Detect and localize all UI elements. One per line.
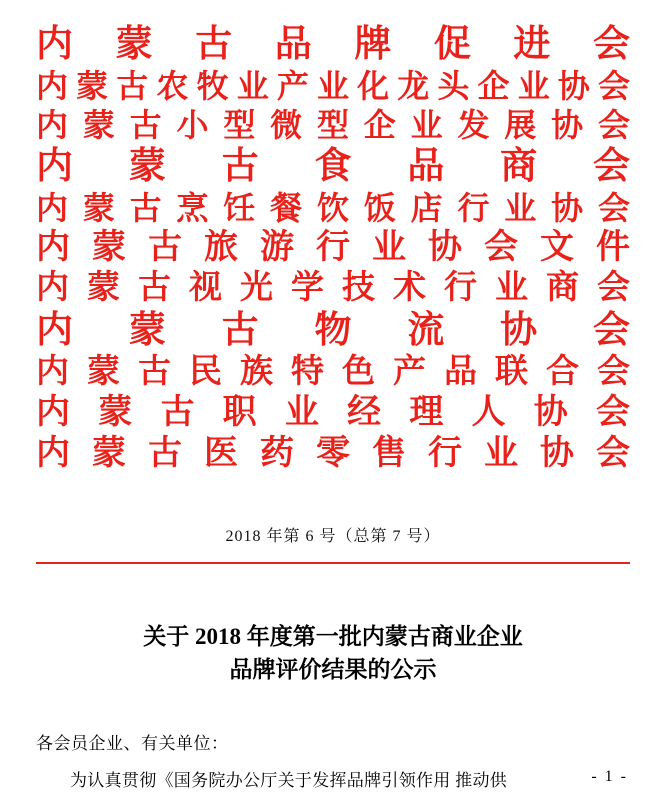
masthead-char: 业 (316, 68, 349, 104)
document-title (36, 620, 630, 687)
masthead-line-9-text (36, 356, 630, 389)
masthead-line-4-text (36, 148, 630, 185)
masthead-char: 理 (409, 394, 444, 431)
masthead-char: 会 (597, 354, 630, 390)
masthead-char: 古 (116, 68, 149, 104)
masthead-line-6-text (36, 231, 630, 265)
masthead-char: 食 (314, 146, 352, 187)
masthead-char: 业 (484, 435, 518, 472)
page-number: - 1 - (591, 768, 628, 785)
masthead-char: 古 (129, 190, 162, 226)
masthead-line-8 (36, 312, 630, 349)
masthead-line-2 (36, 70, 630, 102)
masthead-char: 蒙 (82, 190, 115, 226)
masthead-char: 产 (276, 68, 309, 104)
masthead-char: 蒙 (128, 146, 166, 187)
masthead-line-6 (36, 231, 630, 265)
masthead-char: 内 (36, 107, 69, 143)
masthead-char: 内 (36, 190, 69, 226)
masthead-line-1 (36, 26, 630, 63)
masthead-char: 内 (36, 270, 69, 306)
masthead-line-8-text (36, 312, 630, 349)
masthead-char: 蒙 (128, 310, 166, 351)
masthead-char: 商 (500, 146, 538, 187)
masthead-char: 蒙 (82, 107, 115, 143)
masthead-char: 会 (484, 229, 518, 266)
masthead-char: 型 (316, 107, 349, 143)
masthead-char: 视 (189, 270, 222, 306)
masthead-char: 古 (160, 394, 195, 431)
masthead-char: 内 (36, 310, 73, 351)
document-title-line-2: 品牌评价结果的公示 (229, 657, 437, 683)
masthead-char: 会 (592, 146, 630, 187)
masthead-char: 件 (596, 229, 630, 266)
masthead-char: 业 (284, 394, 319, 431)
masthead-char: 民 (189, 354, 222, 390)
masthead-char: 会 (595, 394, 630, 431)
masthead-char: 协 (533, 394, 568, 431)
masthead-char: 会 (597, 190, 630, 226)
masthead-char: 游 (260, 229, 294, 266)
masthead-char: 会 (596, 435, 630, 472)
masthead-char: 古 (221, 146, 259, 187)
masthead-char: 零 (316, 435, 350, 472)
masthead-char: 品 (407, 146, 445, 187)
masthead-char: 牌 (354, 24, 392, 65)
masthead-char: 古 (138, 270, 171, 306)
masthead-char: 会 (592, 310, 630, 351)
masthead-line-7-text (36, 272, 630, 305)
masthead-char: 品 (444, 354, 477, 390)
masthead-char: 龙 (397, 68, 430, 104)
masthead-char: 商 (546, 270, 579, 306)
masthead-char: 旅 (204, 229, 238, 266)
document-title-line-1: 关于 2018 年度第一批内蒙古商业企业 (143, 624, 523, 649)
masthead-char: 古 (195, 24, 233, 65)
masthead-char: 业 (504, 190, 537, 226)
masthead-char: 经 (347, 394, 382, 431)
masthead-char: 会 (597, 270, 630, 306)
masthead-line-2-text (36, 70, 630, 102)
masthead-char: 行 (457, 190, 490, 226)
masthead-char: 古 (129, 107, 162, 143)
masthead-line-5-text (36, 192, 630, 224)
masthead-char: 协 (500, 310, 538, 351)
masthead-char: 展 (504, 107, 537, 143)
masthead-char: 内 (36, 394, 70, 431)
masthead-char: 会 (592, 24, 630, 65)
masthead-char: 协 (557, 68, 590, 104)
masthead-char: 烹 (176, 190, 209, 226)
masthead-char: 头 (437, 68, 470, 104)
masthead-char: 蒙 (76, 68, 109, 104)
masthead-char: 流 (407, 310, 445, 351)
masthead-char: 业 (495, 270, 528, 306)
masthead-char: 售 (372, 435, 406, 472)
masthead-char: 古 (138, 354, 171, 390)
masthead-char: 企 (477, 68, 510, 104)
masthead-char: 蒙 (98, 394, 133, 431)
masthead-char: 蒙 (92, 435, 126, 472)
masthead-line-3-text (36, 109, 630, 141)
masthead-char: 内 (36, 68, 69, 104)
masthead-char: 特 (291, 354, 324, 390)
masthead-char: 学 (291, 270, 324, 306)
masthead-char: 产 (393, 354, 426, 390)
masthead-line-11-text (36, 437, 630, 471)
masthead-line-9 (36, 356, 630, 389)
masthead-char: 品 (274, 24, 312, 65)
masthead-line-4 (36, 148, 630, 185)
masthead-char: 业 (517, 68, 550, 104)
masthead-char: 饮 (316, 190, 349, 226)
masthead-char: 光 (240, 270, 273, 306)
masthead-line-10-text (36, 396, 630, 430)
masthead-char: 化 (357, 68, 390, 104)
masthead-char: 会 (597, 107, 630, 143)
salutation: 各会员企业、有关单位： (36, 733, 229, 753)
masthead-char: 业 (236, 68, 269, 104)
masthead-char: 协 (551, 190, 584, 226)
red-divider (36, 562, 630, 564)
masthead-char: 农 (156, 68, 189, 104)
masthead-char: 内 (36, 435, 70, 472)
masthead-char: 行 (316, 229, 350, 266)
masthead-char: 进 (513, 24, 551, 65)
masthead-char: 协 (428, 229, 462, 266)
masthead-char: 牧 (196, 68, 229, 104)
masthead-line-10 (36, 396, 630, 430)
masthead-char: 行 (428, 435, 462, 472)
masthead-char: 蒙 (92, 229, 126, 266)
masthead-char: 族 (240, 354, 273, 390)
masthead-char: 协 (551, 107, 584, 143)
body-paragraph-1: 为认真贯彻《国务院办公厅关于发挥品牌引领作用 推动供 (70, 770, 508, 790)
masthead-char: 蒙 (87, 354, 120, 390)
masthead-char: 物 (314, 310, 352, 351)
masthead-char: 文 (540, 229, 574, 266)
masthead-char: 餐 (270, 190, 303, 226)
masthead-char: 医 (204, 435, 238, 472)
masthead-char: 蒙 (115, 24, 153, 65)
masthead-char: 合 (546, 354, 579, 390)
masthead-char: 业 (372, 229, 406, 266)
masthead-char: 小 (176, 107, 209, 143)
masthead-line-11 (36, 437, 630, 471)
masthead-char: 企 (363, 107, 396, 143)
masthead-char: 内 (36, 24, 73, 65)
masthead-line-7 (36, 272, 630, 305)
masthead-char: 联 (495, 354, 528, 390)
masthead-char: 型 (223, 107, 256, 143)
masthead-char: 内 (36, 354, 69, 390)
masthead-char: 饪 (223, 190, 256, 226)
masthead-char: 内 (36, 146, 73, 187)
masthead-char: 术 (393, 270, 426, 306)
masthead-char: 职 (222, 394, 257, 431)
masthead-char: 促 (433, 24, 471, 65)
masthead-line-3 (36, 109, 630, 141)
masthead-char: 人 (471, 394, 506, 431)
masthead-char: 药 (260, 435, 294, 472)
masthead-char: 微 (270, 107, 303, 143)
issue-number: 2018 年第 6 号（总第 7 号） (225, 528, 441, 545)
masthead-char: 古 (148, 435, 182, 472)
masthead-char: 古 (221, 310, 259, 351)
masthead-char: 店 (410, 190, 443, 226)
masthead-char: 蒙 (87, 270, 120, 306)
masthead-char: 业 (410, 107, 443, 143)
masthead-char: 古 (148, 229, 182, 266)
masthead-char: 协 (540, 435, 574, 472)
masthead-char: 行 (444, 270, 477, 306)
masthead (36, 0, 630, 471)
masthead-line-1-text (36, 26, 630, 63)
masthead-char: 发 (457, 107, 490, 143)
masthead-char: 技 (342, 270, 375, 306)
masthead-char: 内 (36, 229, 70, 266)
masthead-line-5 (36, 192, 630, 224)
masthead-char: 色 (342, 354, 375, 390)
masthead-char: 饭 (363, 190, 396, 226)
masthead-char: 会 (597, 68, 630, 104)
